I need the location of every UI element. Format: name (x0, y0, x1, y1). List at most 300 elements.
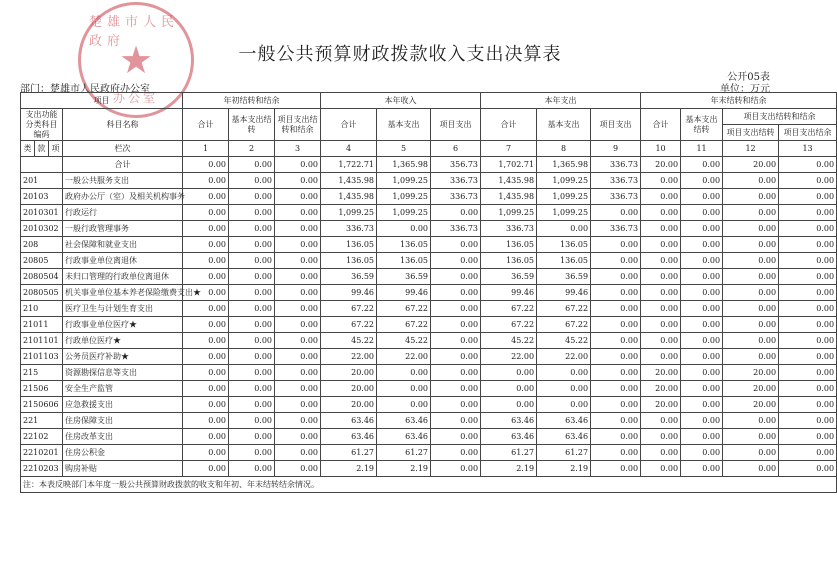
table-cell: 2.19 (321, 461, 377, 477)
table-cell: 0.00 (779, 365, 837, 381)
table-cell: 0.00 (681, 445, 723, 461)
table-cell: 0.00 (591, 269, 641, 285)
table-cell: 0.00 (275, 397, 321, 413)
table-cell: 0.00 (591, 301, 641, 317)
table-cell: 0.00 (591, 237, 641, 253)
table-row (21, 237, 837, 253)
table-cell: 1,099.25 (377, 205, 431, 221)
table-cell: 0.00 (723, 253, 779, 269)
table-cell: 0.00 (723, 189, 779, 205)
row-code: 20103 (21, 189, 63, 205)
table-cell: 0.00 (377, 397, 431, 413)
table-cell: 0.00 (681, 285, 723, 301)
table-cell: 336.73 (591, 221, 641, 237)
table-cell: 0.00 (779, 445, 837, 461)
table-cell: 0.00 (779, 221, 837, 237)
table-cell: 0.00 (641, 237, 681, 253)
row-subject-name: 社会保障和就业支出 (63, 237, 183, 253)
table-cell: 63.46 (377, 413, 431, 429)
table-cell: 20.00 (321, 381, 377, 397)
table-row (21, 349, 837, 365)
col-number: 2 (229, 141, 275, 157)
table-cell: 0.00 (431, 365, 481, 381)
table-cell: 0.00 (681, 413, 723, 429)
row-subject-name: 住房公积金 (63, 445, 183, 461)
table-cell: 1,722.71 (321, 157, 377, 173)
table-cell: 0.00 (431, 413, 481, 429)
table-cell: 0.00 (183, 365, 229, 381)
table-cell: 0.00 (779, 253, 837, 269)
table-cell: 61.27 (537, 445, 591, 461)
row-code: 20805 (21, 253, 63, 269)
table-cell: 0.00 (183, 333, 229, 349)
table-cell: 0.00 (183, 157, 229, 173)
table-cell: 0.00 (723, 205, 779, 221)
table-cell: 0.00 (537, 381, 591, 397)
table-cell: 0.00 (641, 301, 681, 317)
page-title: 一般公共预算财政拨款收入支出决算表 (238, 44, 562, 65)
header-closing-total: 合计 (641, 109, 681, 141)
header-income-total: 合计 (321, 109, 377, 141)
table-cell: 136.05 (377, 237, 431, 253)
table-cell: 0.00 (431, 349, 481, 365)
table-cell: 0.00 (723, 429, 779, 445)
table-cell: 0.00 (183, 429, 229, 445)
row-subject-name: 住房保障支出 (63, 413, 183, 429)
unit-label: 单位：万元 (720, 84, 770, 95)
table-cell: 1,099.25 (321, 205, 377, 221)
table-cell: 0.00 (723, 349, 779, 365)
table-cell: 22.00 (321, 349, 377, 365)
total-label: 合计 (63, 157, 183, 173)
table-cell: 0.00 (641, 333, 681, 349)
row-subject-name: 应急救援支出 (63, 397, 183, 413)
table-cell: 45.22 (481, 333, 537, 349)
table-cell: 0.00 (779, 317, 837, 333)
table-cell: 136.05 (537, 253, 591, 269)
table-cell: 36.59 (321, 269, 377, 285)
table-cell: 0.00 (779, 285, 837, 301)
table-cell: 2.19 (481, 461, 537, 477)
table-cell: 0.00 (641, 205, 681, 221)
table-cell: 0.00 (681, 461, 723, 477)
table-cell: 0.00 (431, 205, 481, 221)
col-number: 10 (641, 141, 681, 157)
table-cell: 0.00 (641, 173, 681, 189)
table-cell: 0.00 (431, 301, 481, 317)
table-cell: 20.00 (641, 381, 681, 397)
table-cell: 0.00 (591, 333, 641, 349)
table-cell: 0.00 (779, 413, 837, 429)
table-cell: 0.00 (537, 221, 591, 237)
table-cell: 1,099.25 (537, 173, 591, 189)
table-cell: 67.22 (481, 317, 537, 333)
table-cell: 0.00 (723, 173, 779, 189)
header-income-project: 项目支出 (431, 109, 481, 141)
table-cell: 0.00 (591, 349, 641, 365)
budget-table (20, 92, 837, 493)
table-cell: 0.00 (275, 317, 321, 333)
table-cell: 36.59 (481, 269, 537, 285)
table-cell: 0.00 (681, 301, 723, 317)
header-closing-project-balance: 项目支出结余 (779, 125, 837, 141)
table-row (21, 445, 837, 461)
table-cell: 61.27 (481, 445, 537, 461)
table-row (21, 413, 837, 429)
row-subject-name: 行政单位医疗★ (63, 333, 183, 349)
col-number: 11 (681, 141, 723, 157)
table-cell: 99.46 (321, 285, 377, 301)
row-subject-name: 未归口管理的行政单位离退休 (63, 269, 183, 285)
row-subject-name: 安全生产监管 (63, 381, 183, 397)
row-subject-name: 行政事业单位医疗★ (63, 317, 183, 333)
table-cell: 0.00 (591, 381, 641, 397)
table-cell: 0.00 (431, 461, 481, 477)
row-code: 2150606 (21, 397, 63, 413)
table-cell: 0.00 (779, 461, 837, 477)
table-cell: 67.22 (481, 301, 537, 317)
table-cell: 0.00 (431, 397, 481, 413)
table-cell: 0.00 (229, 381, 275, 397)
row-subject-name: 一般行政管理事务 (63, 221, 183, 237)
table-row (21, 173, 837, 189)
row-subject-name: 公务员医疗补助★ (63, 349, 183, 365)
table-cell: 0.00 (229, 413, 275, 429)
table-cell: 0.00 (779, 205, 837, 221)
table-cell: 0.00 (275, 413, 321, 429)
row-subject-name: 政府办公厅（室）及相关机构事务 (63, 189, 183, 205)
header-closing: 年末结转和结余 (641, 93, 837, 109)
seal-ring-text: 楚雄市人民政府 (89, 15, 180, 49)
table-cell: 0.00 (641, 445, 681, 461)
table-cell: 0.00 (275, 461, 321, 477)
table-cell: 0.00 (681, 349, 723, 365)
table-cell: 0.00 (641, 189, 681, 205)
table-cell: 0.00 (431, 333, 481, 349)
table-cell: 0.00 (591, 365, 641, 381)
col-number: 7 (481, 141, 537, 157)
table-cell: 0.00 (723, 413, 779, 429)
table-cell: 99.46 (537, 285, 591, 301)
table-cell: 0.00 (183, 237, 229, 253)
table-cell: 2.19 (377, 461, 431, 477)
table-cell: 0.00 (183, 461, 229, 477)
header-item: 项 (49, 141, 63, 157)
table-cell: 0.00 (183, 301, 229, 317)
table-cell: 0.00 (275, 381, 321, 397)
table-cell: 0.00 (591, 397, 641, 413)
row-code: 2210203 (21, 461, 63, 477)
table-cell: 0.00 (723, 237, 779, 253)
table-row (21, 317, 837, 333)
table-cell: 0.00 (229, 397, 275, 413)
table-cell: 336.73 (591, 189, 641, 205)
table-cell: 0.00 (229, 365, 275, 381)
table-cell: 0.00 (591, 413, 641, 429)
table-cell: 99.46 (481, 285, 537, 301)
header-expense: 本年支出 (481, 93, 641, 109)
table-cell: 0.00 (431, 285, 481, 301)
col-number: 12 (723, 141, 779, 157)
table-row (21, 269, 837, 285)
row-code: 2080505 (21, 285, 63, 301)
table-cell: 0.00 (681, 205, 723, 221)
table-cell: 20.00 (321, 365, 377, 381)
row-code: 21011 (21, 317, 63, 333)
table-cell: 0.00 (229, 221, 275, 237)
table-row-total (21, 157, 837, 173)
table-cell: 136.05 (321, 253, 377, 269)
table-cell: 0.00 (275, 253, 321, 269)
table-cell: 67.22 (377, 317, 431, 333)
table-cell: 1,099.25 (537, 189, 591, 205)
table-cell: 0.00 (431, 381, 481, 397)
table-cell: 20.00 (723, 381, 779, 397)
table-cell: 99.46 (377, 285, 431, 301)
table-cell: 63.46 (481, 413, 537, 429)
header-opening-project-carry: 项目支出结转和结余 (275, 109, 321, 141)
table-cell: 61.27 (321, 445, 377, 461)
table-cell: 67.22 (537, 301, 591, 317)
table-cell: 0.00 (681, 317, 723, 333)
table-cell: 1,435.98 (481, 173, 537, 189)
col-number: 6 (431, 141, 481, 157)
row-code: 208 (21, 237, 63, 253)
table-cell: 1,435.98 (481, 189, 537, 205)
header-income-basic: 基本支出 (377, 109, 431, 141)
table-cell: 0.00 (275, 205, 321, 221)
table-cell: 0.00 (537, 397, 591, 413)
table-cell: 0.00 (229, 317, 275, 333)
table-cell: 0.00 (183, 349, 229, 365)
table-cell: 36.59 (537, 269, 591, 285)
row-code: 210 (21, 301, 63, 317)
table-cell: 0.00 (681, 333, 723, 349)
table-row (21, 461, 837, 477)
row-code: 221 (21, 413, 63, 429)
row-code: 215 (21, 365, 63, 381)
table-cell: 0.00 (183, 189, 229, 205)
table-cell: 0.00 (723, 301, 779, 317)
table-cell: 336.73 (431, 221, 481, 237)
table-cell: 0.00 (779, 349, 837, 365)
table-cell: 0.00 (681, 173, 723, 189)
header-income: 本年收入 (321, 93, 481, 109)
row-subject-name: 行政运行 (63, 205, 183, 221)
table-note: 注：本表反映部门本年度一般公共预算财政拨款的收支和年初、年末结转结余情况。 (21, 477, 837, 493)
table-cell: 0.00 (641, 221, 681, 237)
table-cell: 336.73 (591, 173, 641, 189)
table-cell: 0.00 (229, 237, 275, 253)
row-code: 2010302 (21, 221, 63, 237)
col-number: 8 (537, 141, 591, 157)
table-cell: 0.00 (641, 285, 681, 301)
table-cell: 1,099.25 (377, 173, 431, 189)
table-cell: 1,702.71 (481, 157, 537, 173)
row-code: 201 (21, 173, 63, 189)
table-cell: 0.00 (779, 381, 837, 397)
table-cell: 0.00 (779, 173, 837, 189)
table-row (21, 205, 837, 221)
table-cell: 1,099.25 (377, 189, 431, 205)
table-row (21, 397, 837, 413)
table-cell: 0.00 (641, 253, 681, 269)
table-cell: 63.46 (537, 413, 591, 429)
table-cell: 0.00 (275, 429, 321, 445)
table-cell: 0.00 (275, 349, 321, 365)
table-cell: 0.00 (591, 445, 641, 461)
table-row (21, 189, 837, 205)
table-cell: 0.00 (591, 461, 641, 477)
table-cell: 20.00 (641, 397, 681, 413)
table-cell: 22.00 (481, 349, 537, 365)
table-cell: 336.73 (591, 157, 641, 173)
table-cell: 136.05 (537, 237, 591, 253)
col-number: 9 (591, 141, 641, 157)
table-cell: 0.00 (229, 253, 275, 269)
table-cell: 0.00 (681, 397, 723, 413)
table-cell: 0.00 (537, 365, 591, 381)
header-expense-basic: 基本支出 (537, 109, 591, 141)
table-cell: 336.73 (431, 189, 481, 205)
table-cell: 0.00 (681, 237, 723, 253)
table-cell: 0.00 (229, 301, 275, 317)
col-number: 1 (183, 141, 229, 157)
table-cell: 22.00 (377, 349, 431, 365)
table-cell: 0.00 (183, 269, 229, 285)
row-code: 2210201 (21, 445, 63, 461)
table-cell: 0.00 (229, 205, 275, 221)
table-cell: 336.73 (431, 173, 481, 189)
header-closing-basic-carry: 基本支出结转 (681, 109, 723, 141)
table-cell: 0.00 (723, 285, 779, 301)
seal-star-icon: ★ (119, 38, 154, 82)
table-cell: 0.00 (723, 221, 779, 237)
header-subject-name: 科目名称 (63, 109, 183, 141)
col-number: 4 (321, 141, 377, 157)
table-cell: 0.00 (275, 157, 321, 173)
table-cell: 1,099.25 (481, 205, 537, 221)
table-cell: 0.00 (723, 333, 779, 349)
table-cell: 45.22 (537, 333, 591, 349)
table-cell: 0.00 (641, 269, 681, 285)
table-cell: 136.05 (321, 237, 377, 253)
table-cell: 0.00 (681, 157, 723, 173)
table-cell: 0.00 (183, 253, 229, 269)
header-opening-basic-carry: 基本支出结转 (229, 109, 275, 141)
table-row (21, 253, 837, 269)
table-cell: 0.00 (723, 269, 779, 285)
table-cell: 0.00 (591, 317, 641, 333)
table-cell: 0.00 (229, 285, 275, 301)
table-row (21, 221, 837, 237)
table-cell: 0.00 (591, 205, 641, 221)
table-cell: 136.05 (377, 253, 431, 269)
table-cell: 0.00 (431, 445, 481, 461)
table-cell: 0.00 (229, 269, 275, 285)
table-cell: 356.73 (431, 157, 481, 173)
table-cell: 0.00 (275, 269, 321, 285)
col-number: 13 (779, 141, 837, 157)
table-cell: 0.00 (275, 173, 321, 189)
table-cell: 0.00 (779, 269, 837, 285)
table-cell: 67.22 (321, 301, 377, 317)
table-cell: 0.00 (431, 269, 481, 285)
table-cell: 20.00 (723, 365, 779, 381)
table-cell: 0.00 (229, 333, 275, 349)
table-cell: 0.00 (779, 157, 837, 173)
table-cell: 0.00 (183, 317, 229, 333)
table-row (21, 301, 837, 317)
table-cell: 63.46 (321, 429, 377, 445)
table-cell: 45.22 (377, 333, 431, 349)
table-cell: 63.46 (377, 429, 431, 445)
row-subject-name: 一般公共服务支出 (63, 173, 183, 189)
table-cell: 136.05 (481, 237, 537, 253)
table-cell: 0.00 (183, 397, 229, 413)
table-cell: 0.00 (229, 461, 275, 477)
table-cell: 0.00 (431, 237, 481, 253)
table-cell: 136.05 (481, 253, 537, 269)
table-cell: 0.00 (183, 205, 229, 221)
table-cell: 0.00 (681, 429, 723, 445)
table-cell: 0.00 (183, 285, 229, 301)
table-cell: 0.00 (183, 173, 229, 189)
row-code: 2080504 (21, 269, 63, 285)
header-project: 项目 (21, 93, 183, 109)
table-cell: 0.00 (641, 461, 681, 477)
table-cell: 0.00 (481, 397, 537, 413)
row-subject-name: 行政事业单位离退休 (63, 253, 183, 269)
table-cell: 0.00 (723, 461, 779, 477)
header-section: 款 (35, 141, 49, 157)
table-cell: 20.00 (321, 397, 377, 413)
table-cell: 0.00 (229, 189, 275, 205)
table-cell: 0.00 (779, 429, 837, 445)
table-cell: 0.00 (779, 301, 837, 317)
row-subject-name: 购房补贴 (63, 461, 183, 477)
table-cell: 0.00 (591, 429, 641, 445)
table-cell: 0.00 (779, 189, 837, 205)
table-cell: 0.00 (377, 365, 431, 381)
table-cell: 0.00 (681, 365, 723, 381)
table-cell: 0.00 (641, 429, 681, 445)
table-cell: 0.00 (723, 317, 779, 333)
table-cell: 20.00 (723, 157, 779, 173)
table-cell: 1,099.25 (537, 205, 591, 221)
table-cell: 20.00 (641, 365, 681, 381)
table-cell: 0.00 (229, 173, 275, 189)
table-cell: 61.27 (377, 445, 431, 461)
header-expense-project: 项目支出 (591, 109, 641, 141)
table-cell: 22.00 (537, 349, 591, 365)
table-row (21, 285, 837, 301)
row-subject-name: 医疗卫生与计划生育支出 (63, 301, 183, 317)
table-cell: 0.00 (377, 221, 431, 237)
table-cell: 0.00 (275, 189, 321, 205)
table-cell: 63.46 (481, 429, 537, 445)
table-cell: 336.73 (481, 221, 537, 237)
table-cell: 0.00 (183, 445, 229, 461)
header-func-code: 支出功能分类科目编码 (21, 109, 63, 141)
header-closing-project-carry: 项目支出结转 (723, 125, 779, 141)
table-cell: 2.19 (537, 461, 591, 477)
col-number: 5 (377, 141, 431, 157)
row-code: 2101101 (21, 333, 63, 349)
table-cell: 0.00 (431, 317, 481, 333)
header-expense-total: 合计 (481, 109, 537, 141)
table-cell: 0.00 (681, 269, 723, 285)
